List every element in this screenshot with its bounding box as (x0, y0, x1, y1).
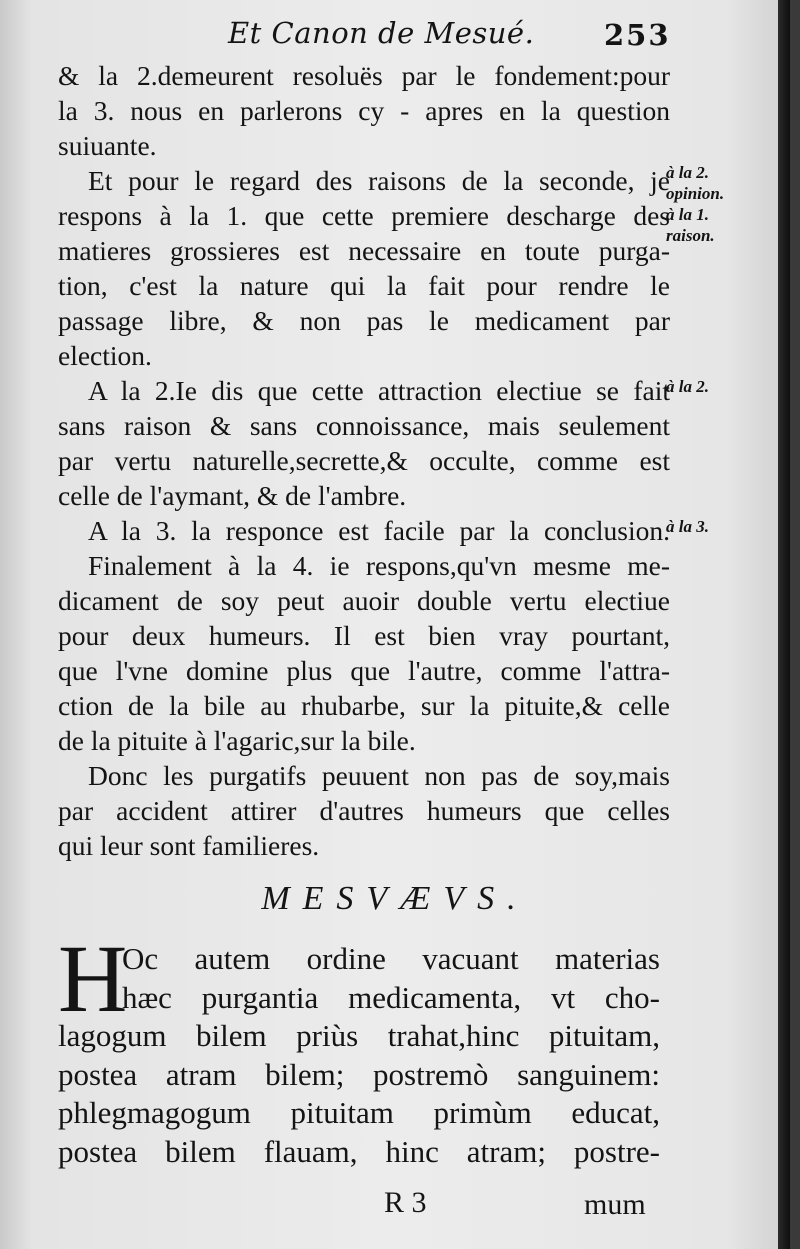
text-line: A la 3. la responce est facile par la conclusion. (88, 515, 670, 546)
text-line: postea atram bilem; postremò sanguinem: (58, 1056, 660, 1092)
text-line: de la pituite à l'agaric,sur la bile. (58, 725, 416, 756)
margin-note-line: à la 3. (666, 517, 709, 536)
text-line: que l'vne domine plus que l'autre, comme l'attra- (58, 655, 670, 686)
margin-note-second (666, 376, 776, 397)
text-line: celle de l'aymant, & de l'ambre. (58, 480, 407, 511)
text-line: par vertu naturelle,secrette,& occulte, comme est (58, 445, 670, 476)
text-line: ction de la bile au rhubarbe, sur la pituite,& celle (58, 690, 670, 721)
margin-note-line: à la 2. (666, 377, 709, 396)
text-line: passage libre, & non pas le medicament par (58, 305, 670, 336)
text-line: sans raison & sans connoissance, mais seulement (58, 410, 670, 441)
text-line: lagogum bilem priùs trahat,hinc pituitam, (58, 1018, 660, 1053)
body-text (58, 58, 670, 863)
text-line: Oc autem ordine vacuant materias (122, 941, 660, 976)
text-line: respons à la 1. que cette premiere descharge des (58, 200, 670, 231)
text-line: suiuante. (58, 130, 157, 161)
margin-note-line: raison. (666, 226, 715, 245)
page-edge (778, 0, 790, 1249)
text-line: la 3. nous en parlerons cy - apres en la question (58, 95, 670, 126)
margin-note-line: à la 2. (666, 163, 709, 182)
margin-note-line: opinion. (666, 184, 725, 203)
margin-note-opinion (666, 162, 776, 246)
margin-note-third (666, 516, 776, 537)
catchword: mum (584, 1188, 646, 1221)
text-line: par accident attirer d'autres humeurs que celles (58, 795, 670, 826)
text-line: phlegmagogum pituitam primùm educat, (58, 1095, 660, 1130)
text-line: Et pour le regard des raisons de la seconde, je (88, 165, 670, 196)
page-header (0, 16, 790, 56)
drop-cap: H (58, 925, 128, 1032)
text-line: & la 2.demeurent resoluës par le fondement:pour (58, 60, 670, 91)
text-line: dicament de soy peut auoir double vertu electiue (58, 585, 670, 616)
text-line: qui leur sont familieres. (58, 830, 320, 861)
section-heading: MESVÆVS. (261, 880, 529, 917)
page-number: 253 (604, 18, 671, 52)
text-line: A la 2.Ie dis que cette attraction electiue se fait (88, 375, 670, 406)
text-line: hæc purgantia medicamenta, vt cho- (122, 979, 660, 1015)
margin-note-line: à la 1. (666, 205, 709, 224)
signature-mark: R 3 (384, 1186, 427, 1219)
text-line: matieres grossieres est necessaire en toute purga- (58, 235, 670, 266)
text-line: election. (58, 340, 152, 371)
text-line: Finalement à la 4. ie respons,qu'vn mesme me- (88, 550, 670, 581)
text-line: pour deux humeurs. Il est bien vray pourtant, (58, 620, 670, 651)
latin-text (58, 940, 660, 1171)
running-title: Et Canon de Mesué. (228, 16, 535, 50)
text-line: Donc les purgatifs peuuent non pas de soy,mais (88, 760, 670, 791)
text-line: tion, c'est la nature qui la fait pour rendre le (58, 270, 670, 301)
text-line: postea bilem flauam, hinc atram; postre- (58, 1133, 660, 1169)
